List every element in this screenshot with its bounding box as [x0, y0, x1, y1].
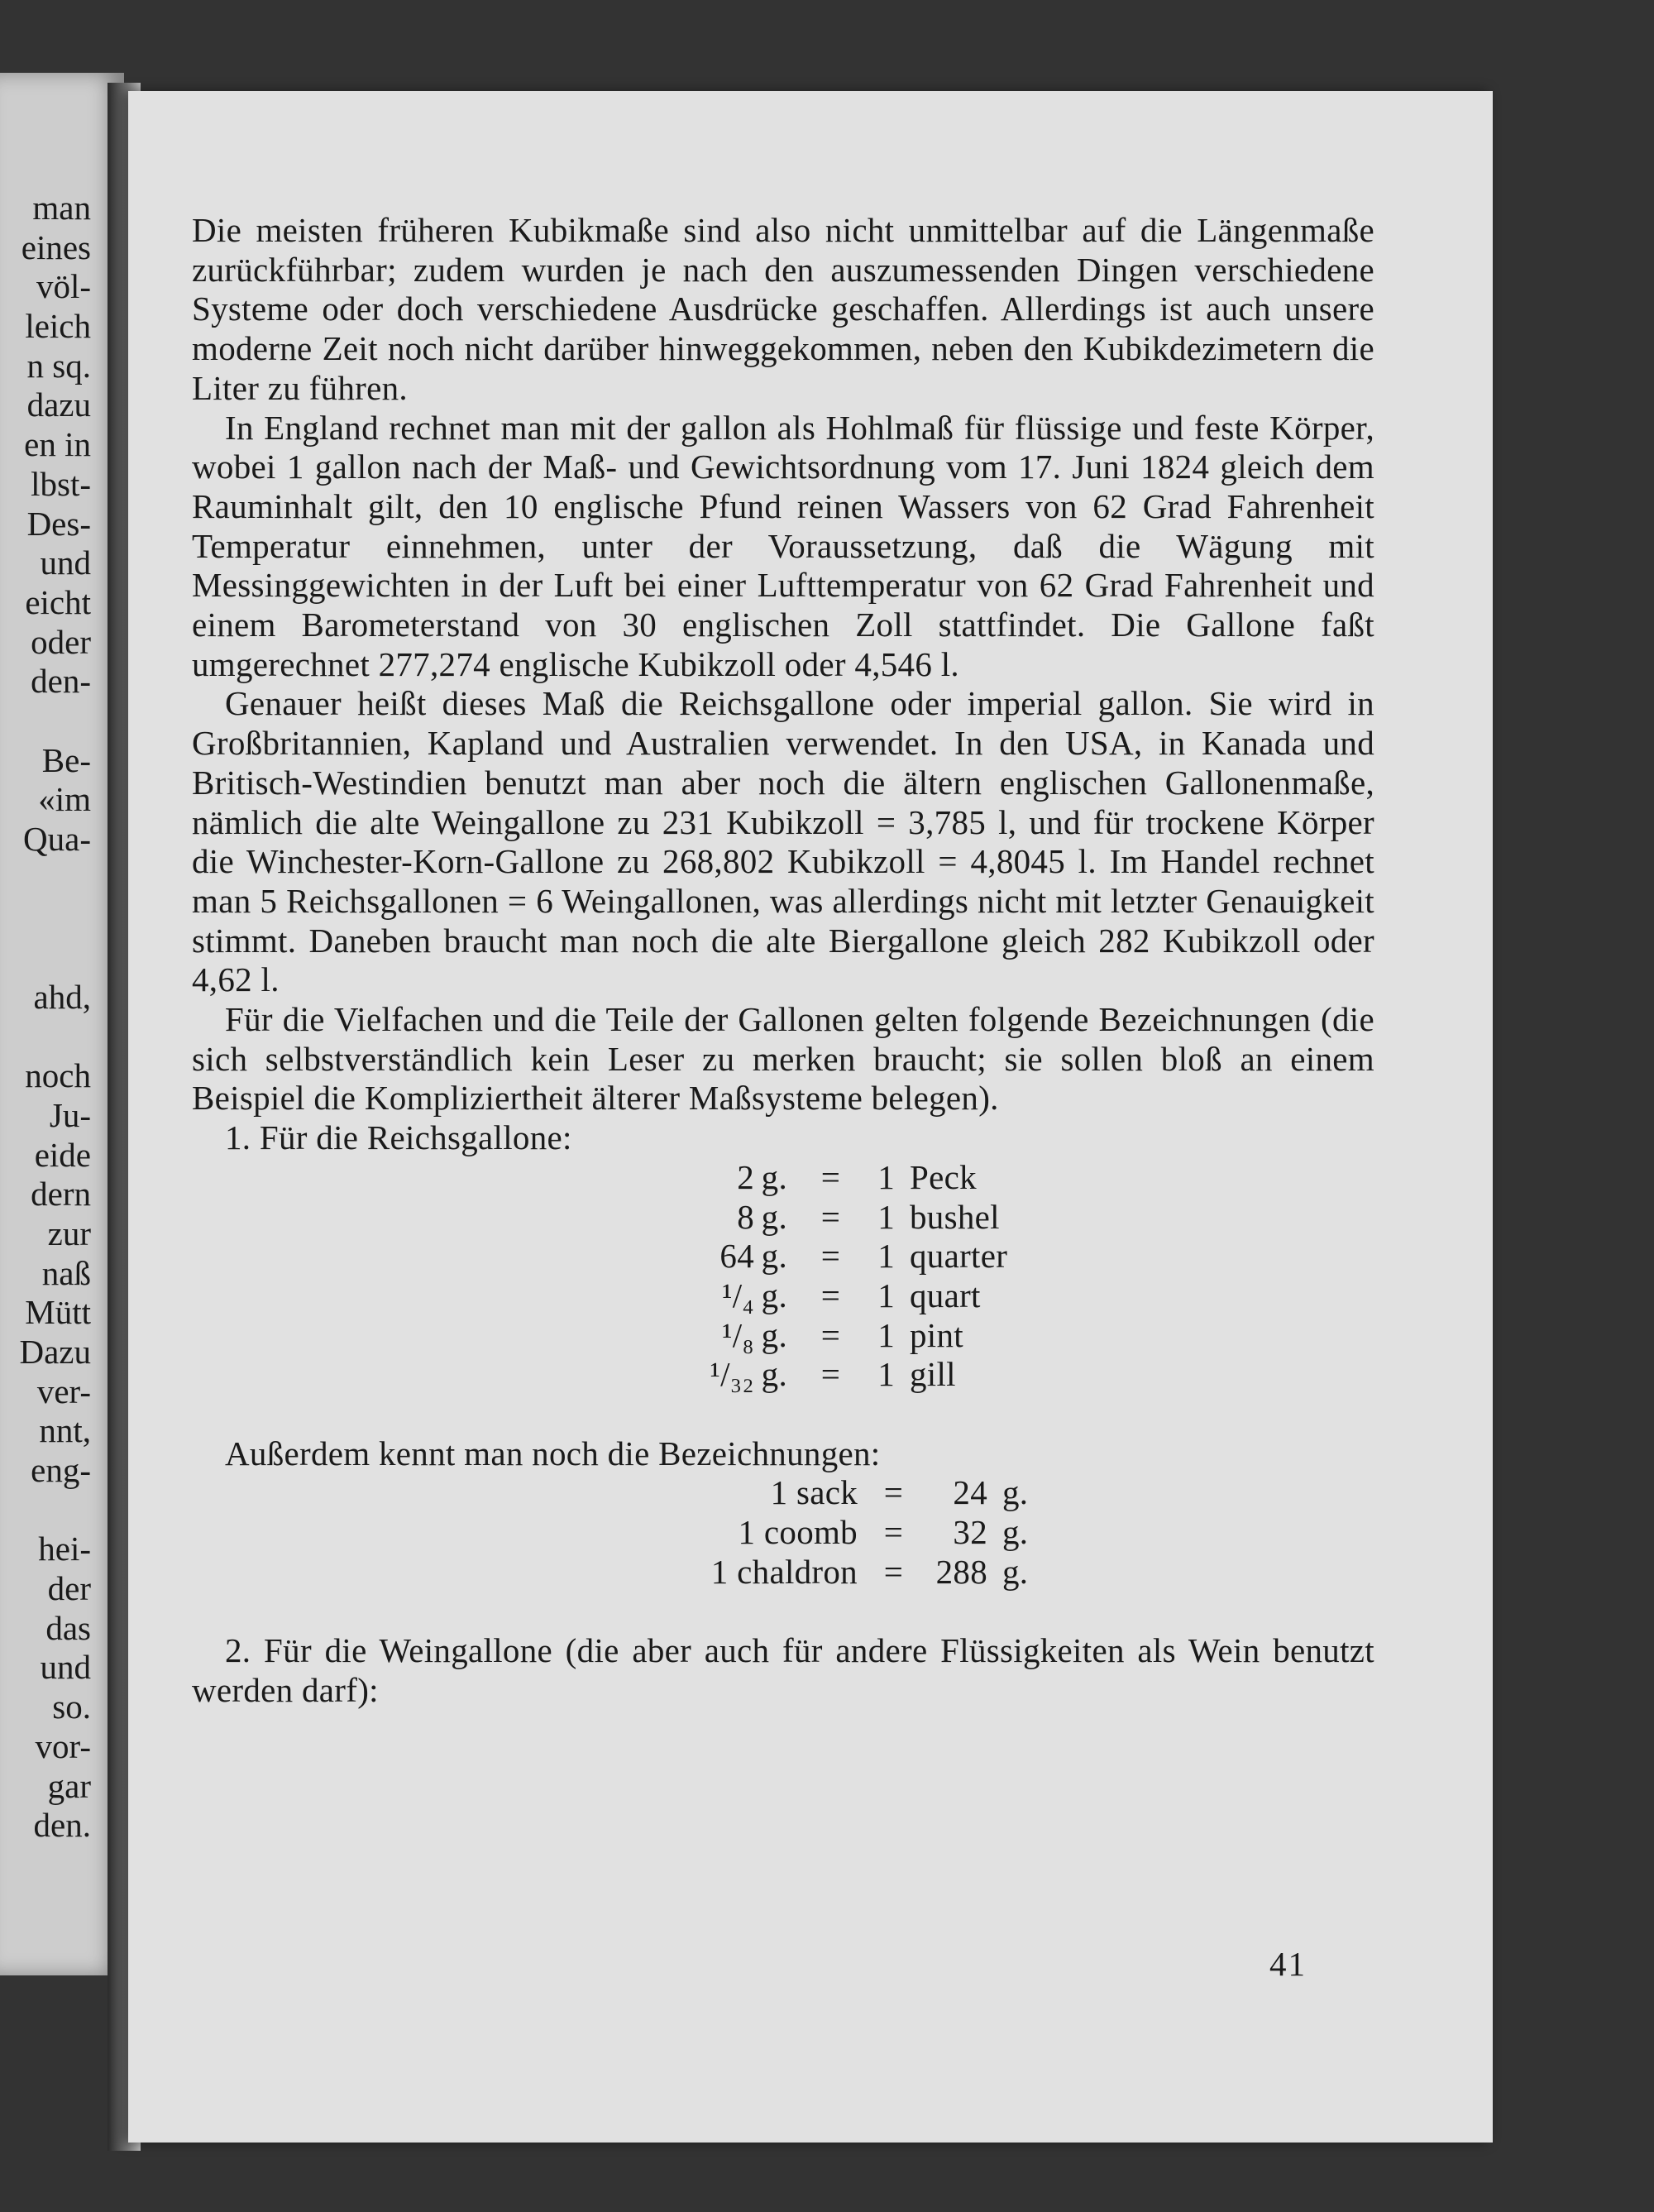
- measure-name: 1 chaldron: [710, 1552, 858, 1591]
- equals: =: [820, 1197, 841, 1236]
- fragment-line: den.: [33, 1806, 91, 1845]
- fragment-line: das: [45, 1608, 91, 1647]
- section-heading: Außerdem kennt man noch die Bezeichnungen:: [225, 1434, 881, 1472]
- unit: g.: [1002, 1513, 1029, 1552]
- table-row: [192, 1316, 1374, 1356]
- unit: g.: [761, 1197, 787, 1236]
- measure-name: bushel: [910, 1197, 1000, 1236]
- fragment-line: hei-: [38, 1530, 91, 1568]
- quantity: ¹/₃₂: [710, 1355, 754, 1394]
- equals: =: [820, 1355, 841, 1394]
- quantity: ¹/₄: [722, 1276, 754, 1314]
- equals: =: [820, 1237, 841, 1276]
- table-row: [192, 1158, 1374, 1198]
- count: 1: [877, 1276, 895, 1314]
- table-row: [192, 1198, 1374, 1238]
- facing-page-text-fragments: [0, 189, 91, 1846]
- measure-name: pint: [910, 1315, 963, 1354]
- fragment-line: eicht: [25, 582, 91, 621]
- fragment-line: eide: [34, 1135, 91, 1174]
- count: 1: [877, 1237, 895, 1276]
- section-heading: 1. Für die Reichsgallone:: [225, 1118, 572, 1157]
- fragment-line: den-: [31, 662, 91, 701]
- additional-measures-table: [192, 1473, 1374, 1592]
- measure-name: Peck: [910, 1157, 977, 1196]
- measure-name: gill: [910, 1355, 956, 1394]
- fragment-line: zur: [47, 1214, 91, 1252]
- fragment-line: der: [47, 1569, 91, 1608]
- measure-name: 1 coomb: [738, 1513, 858, 1552]
- fragment-line: eng-: [31, 1451, 91, 1489]
- table-row: [192, 1237, 1374, 1276]
- count: 1: [877, 1157, 895, 1196]
- book-page: [128, 91, 1493, 2143]
- fragment-line: «im: [38, 780, 91, 819]
- fragment-line: lbst-: [31, 464, 91, 503]
- section-heading: 2. Für die Weingallone (die aber auch für andere Flüssigkeiten als Wein benutzt werden darf):: [192, 1631, 1374, 1709]
- unit: g.: [1002, 1552, 1029, 1591]
- fragment-line: Des-: [26, 504, 91, 543]
- fragment-line: Ju-: [49, 1095, 91, 1134]
- quantity: ¹/₈: [722, 1315, 754, 1354]
- quantity: 64: [719, 1237, 754, 1276]
- paragraph: Für die Vielfachen und die Teile der Gallonen gelten folgende Bezeichnungen (die sich selbstverständlich kein Leser zu merken braucht; sie sollen bloß an einem Beispiel die Kompliziertheit älterer Maßsysteme belegen).: [192, 1000, 1374, 1118]
- fragment-line: Mütt: [25, 1293, 91, 1332]
- fragment-line: [0, 859, 91, 899]
- equals: =: [883, 1552, 904, 1591]
- paragraph: In England rechnet man mit der gallon als Hohlmaß für flüssige und feste Körper, wobei 1 gallon nach der Maß- und Gewichtsordnung vom 17. Juni 1824 gleich dem Rauminhalt gilt, den 10 englische Pfund reinen Wassers von 62 Grad Fahrenheit Temperatur einnehmen, unter der Voraussetzung, daß die Wägung mit Messinggewichten in der Luft bei einer Lufttemperatur von 62 Grad Fahrenheit und einem Barometerstand von 30 englischen Zoll stattfindet. Die Gallone faßt umgerechnet 277,274 englische Kubikzoll oder 4,546 l.: [192, 408, 1374, 683]
- table-row: [192, 1276, 1374, 1316]
- quantity: 2: [737, 1157, 754, 1196]
- paragraph: Genauer heißt dieses Maß die Reichsgallone oder imperial gallon. Sie wird in Großbritannien, Kapland und Australien verwendet. In den USA, in Kanada und Britisch-Westindien benutzt man aber noch die ältern englischen Gallonenmaße, nämlich die alte Weingallone zu 231 Kubikzoll = 3,785 l, und für trockene Körper die Winchester-Korn-Gallone zu 268,802 Kubikzoll = 4,8045 l. Im Handel rechnet man 5 Reichsgallonen = 6 Weingallonen, was allerdings nicht mit letzter Genauigkeit stimmt. Daneben braucht man noch die alte Biergallone gleich 282 Kubikzoll oder 4,62 l.: [192, 684, 1374, 999]
- fragment-line: [0, 701, 91, 741]
- fragment-line: n sq.: [26, 346, 91, 385]
- quantity: 24: [953, 1473, 987, 1512]
- fragment-line: eines: [21, 227, 91, 266]
- quantity: 8: [737, 1197, 754, 1236]
- page-body: [192, 211, 1374, 1711]
- fragment-line: [0, 898, 91, 938]
- fragment-line: ahd,: [33, 977, 91, 1016]
- equals: =: [820, 1315, 841, 1354]
- fragment-line: dern: [31, 1175, 91, 1214]
- measure-name: quart: [910, 1276, 981, 1314]
- count: 1: [877, 1355, 895, 1394]
- facing-page: [0, 73, 124, 1975]
- quantity: 288: [935, 1552, 987, 1591]
- table-row: [192, 1473, 1374, 1513]
- table-row: [192, 1355, 1374, 1395]
- paragraph: Die meisten früheren Kubikmaße sind also nicht unmittelbar auf die Längenmaße zurückführbar; zudem wurden je nach den auszumessenden Dingen verschiedene Systeme oder doch verschiedene Ausdrücke geschaffen. Allerdings ist auch unsere moderne Zeit noch nicht darüber hinweggekommen, neben den Kubikdezimetern die Liter zu führen.: [192, 211, 1374, 407]
- equals: =: [820, 1157, 841, 1196]
- spacer: [192, 1395, 1374, 1434]
- fragment-line: [0, 1017, 91, 1056]
- fragment-line: so.: [52, 1688, 91, 1726]
- unit: g.: [761, 1355, 787, 1394]
- fragment-line: ver-: [36, 1372, 91, 1410]
- equals: =: [883, 1513, 904, 1552]
- unit: g.: [761, 1157, 787, 1196]
- fragment-line: oder: [31, 622, 91, 661]
- spacer: [192, 1592, 1374, 1631]
- measure-name: quarter: [910, 1237, 1008, 1276]
- equals: =: [820, 1276, 841, 1314]
- equals: =: [883, 1473, 904, 1512]
- fragment-line: Dazu: [19, 1332, 91, 1371]
- measure-name: 1 sack: [770, 1473, 858, 1512]
- unit: g.: [761, 1315, 787, 1354]
- fragment-line: leich: [25, 307, 91, 346]
- fragment-line: und: [40, 543, 91, 582]
- fragment-line: Be-: [41, 740, 91, 779]
- imperial-gallon-table: [192, 1158, 1374, 1395]
- unit: g.: [761, 1237, 787, 1276]
- count: 1: [877, 1315, 895, 1354]
- fragment-line: en in: [24, 425, 91, 464]
- fragment-line: dazu: [26, 385, 91, 424]
- unit: g.: [1002, 1473, 1029, 1512]
- fragment-line: Qua-: [23, 820, 91, 858]
- table-row: [192, 1513, 1374, 1553]
- fragment-line: man: [32, 189, 91, 227]
- fragment-line: und: [40, 1648, 91, 1687]
- fragment-line: [0, 1491, 91, 1530]
- quantity: 32: [953, 1513, 987, 1552]
- fragment-line: [0, 938, 91, 978]
- fragment-line: völ-: [36, 267, 91, 306]
- table-row: [192, 1553, 1374, 1592]
- count: 1: [877, 1197, 895, 1236]
- fragment-line: nnt,: [39, 1411, 91, 1450]
- fragment-line: noch: [25, 1056, 91, 1095]
- fragment-line: vor-: [35, 1726, 91, 1765]
- page-number: 41: [1269, 1945, 1307, 1983]
- unit: g.: [761, 1276, 787, 1314]
- fragment-line: naß: [41, 1253, 91, 1292]
- fragment-line: gar: [47, 1766, 91, 1805]
